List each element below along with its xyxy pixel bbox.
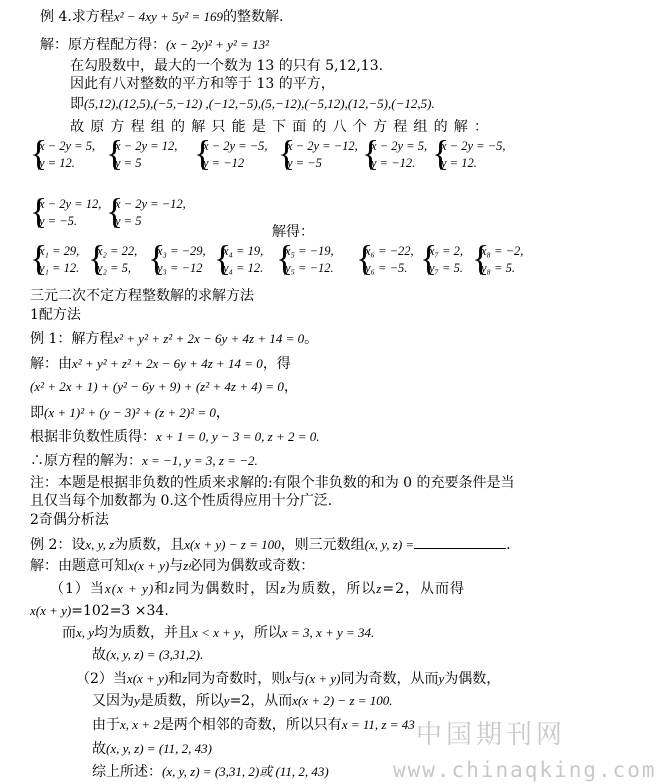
example1-title: 例 1：解方程x² + y² + z² + 2x − 6y + 4z + 14 = 0。 [30,331,319,347]
solution4-line4-prefix: 即 [70,96,84,112]
watermark-url: www.chinaqking.com [393,758,657,782]
example1-equation: x² + y² + z² + 2x − 6y + 4z + 14 = 0 [113,331,305,346]
step3-equation: (x + 1)² + (y − 3)² + (z + 2)² = 0 [44,405,216,420]
note-line2: 且仅当每个加数都为 0.这个性质得应用十分广泛. [30,493,333,509]
watermark-chinese: 中国期刊网 [416,720,567,750]
solution4-line4 [70,95,435,113]
example1-step1: 解：由x² + y² + z² + 2x − 6y + 4z + 14 = 0，得 [30,356,291,372]
system-5: { x − 2y = 5, y = −12. [364,138,427,172]
case2-line3: 由于x, x + 2是两个相邻的奇数，所以只有x = 11, z = 43 [92,717,415,733]
case2-conclusion: 故(x, y, z) = (11, 2, 43) [92,741,213,757]
case2-line2: 又因为y是质数，所以y=2，从而x(x + 2) − z = 100. [92,693,393,709]
step5-equation: x = −1, y = 3, z = −2. [142,453,258,468]
case1-line1: （1）当x(x + y)和z同为偶数时，因z为质数，所以z=2，从而得 [50,581,465,597]
case1-line2: x(x + y)=102=3 ×34. [30,603,169,619]
example2-analysis: 解：由题意可知x(x + y)与z必同为偶数或奇数： [30,558,315,574]
example4-tail: 的整数解. [223,9,284,25]
example1-step2: (x² + 2x + 1) + (y² − 6y + 9) + (z² + 4z + 4) = 0， [30,379,298,395]
example1-label: 例 1：解方程 [30,331,114,347]
example2-equation: x(x + y) − z = 100 [184,537,281,552]
example1-step3: 即(x + 1)² + (y − 3)² + (z + 2)² = 0， [30,405,230,421]
case2-line1: （2）当x(x + y)和z同为奇数时，则x与(x + y)同为奇数，从而y为偶数， [76,671,501,687]
case1-conclusion: 故(x, y, z) = (3,31,2). [92,647,204,663]
section-heading: 三元二次不定方程整数解的求解方法 [30,288,254,304]
example4-equation: x² − 4xy + 5y² = 169 [113,9,224,24]
note-line1: 注：本题是根据非负数的性质来求解的:有限个非负数的和为 0 的充要条件是当 [30,475,515,491]
system-3: { x − 2y = −5, y = −12 [196,138,268,172]
solution4-pairs: (5,12),(12,5),(−5,−12) ,(−12,−5),(5,−12),(−5,12),(12,−5),(−12,5). [84,96,435,111]
solution4-line5: 故原方程组的解只能是下面的八个方程组的解： [70,119,495,135]
case1-line3: 而x, y均为质数，并且x < x + y，所以x = 3, x + y = 34. [62,625,375,641]
solved-label: 解得： [272,224,314,240]
solution4-line3: 因此有八对整数的平方和等于 13 的平方， [70,76,335,92]
system-7: { x − 2y = 12, y = −5. [32,196,101,230]
solution-6: { x₆ = −22, y₆ = −5. [358,243,414,277]
solution-8: { x₈ = −2, y₈ = 5. [474,243,523,277]
example1-step4: 根据非负数性质得：x + 1 = 0, y − 3 = 0, z + 2 = 0. [30,429,320,445]
solution-3: { x₃ = −29, y₃ = −12 [150,243,206,277]
solution4-lead: 解：原方程配方得： [40,37,166,53]
example2-title: 例 2：设x, y, z为质数，且x(x + y) − z = 100，则三元数组(x, y, z) = . [30,537,511,553]
example4-title [40,8,283,26]
step4-equation: x + 1 = 0, y − 3 = 0, z + 2 = 0. [156,429,320,444]
step1-equation: x² + y² + z² + 2x − 6y + 4z + 14 = 0 [72,356,263,371]
solution-7: { x₇ = 2, y₇ = 5. [422,243,463,277]
system-1: { x − 2y = 5, y = 12. [32,138,95,172]
solution-2: { x₂ = 22, y₂ = 5, [90,243,137,277]
solution4-line1 [40,36,269,54]
solution4-line2: 在勾股数中，最大的一个数为 13 的只有 5,12,13. [70,58,384,74]
system-6: { x − 2y = −5, y = 12. [434,138,506,172]
example4-label: 例 4.求方程 [40,9,114,25]
system-4: { x − 2y = −12, y = −5 [280,138,358,172]
method1-heading: 1配方法 [30,307,81,323]
method2-heading: 2奇偶分析法 [30,512,109,528]
answer-blank [414,536,506,549]
solution-5: { x₅ = −19, y₅ = −12. [278,243,334,277]
example1-step5: ∴原方程的解为：x = −1, y = 3, z = −2. [30,453,258,469]
system-2: { x − 2y = 12, y = 5 [108,138,177,172]
solution-1: { x₁ = 29, y₁ = 12. [32,243,79,277]
summary-line: 综上所述：(x, y, z) = (3,31, 2)或 (11, 2, 43) [92,764,329,780]
solution-4: { x₄ = 19, y₄ = 12. [216,243,263,277]
system-8: { x − 2y = −12, y = 5 [108,196,186,230]
solution4-equation: (x − 2y)² + y² = 13² [166,37,269,52]
step2-equation: (x² + 2x + 1) + (y² − 6y + 9) + (z² + 4z + 4) = 0 [30,379,284,394]
